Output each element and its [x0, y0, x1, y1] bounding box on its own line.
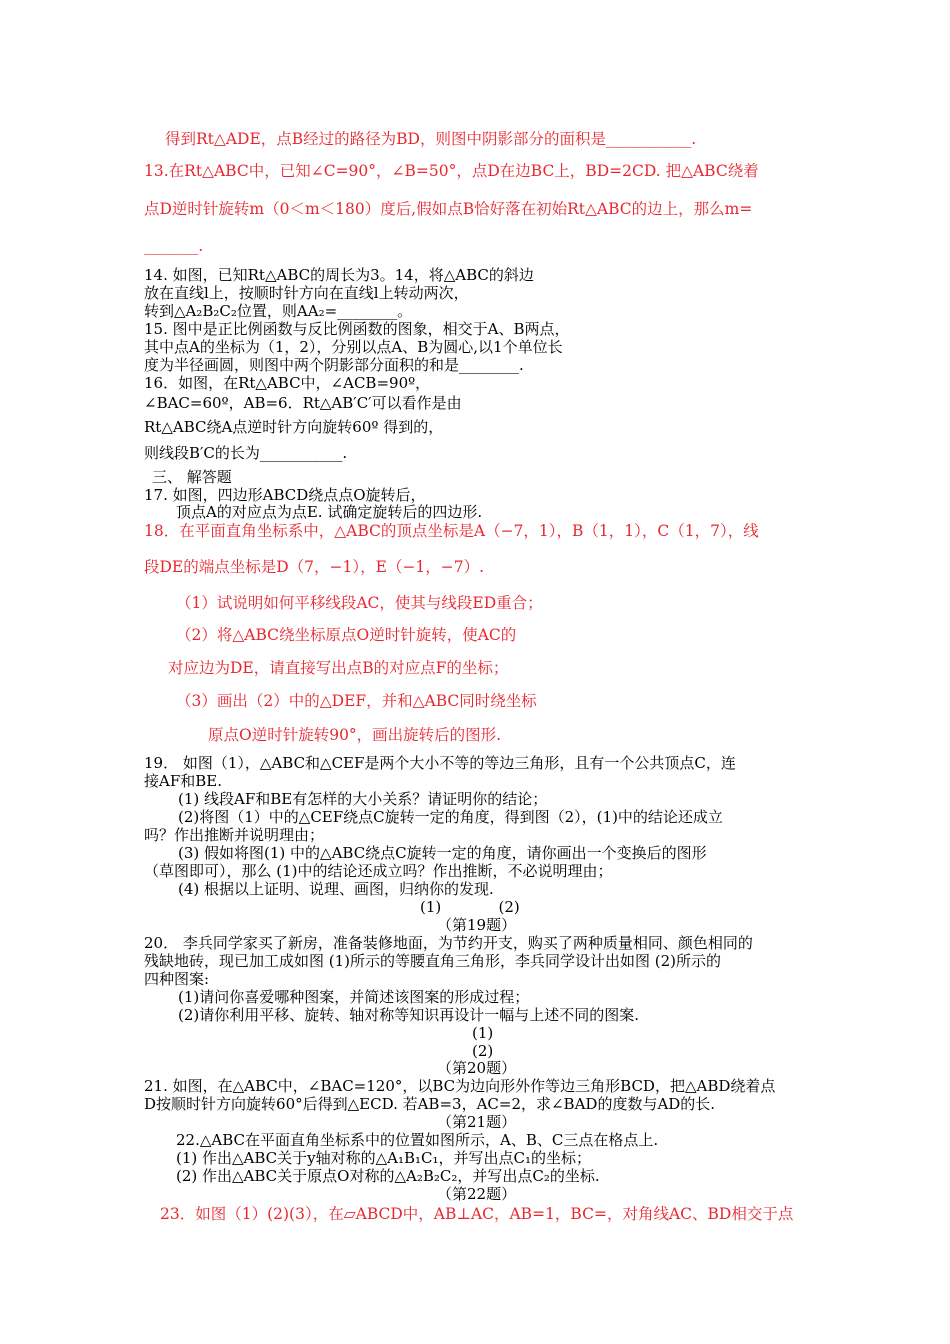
question-18-line: （3）画出（2）中的△DEF，并和△ABC同时绕坐标: [176, 692, 537, 710]
figure-caption: （第21题）: [437, 1113, 517, 1131]
question-20-line: 四种图案:: [144, 970, 210, 988]
question-18-line: 18．在平面直角坐标系中，△ABC的顶点坐标是A（−7，1），B（1，1），C（1，7），线: [144, 522, 759, 540]
question-17-line: 17. 如图，四边形ABCD绕点点O旋转后，: [144, 486, 426, 504]
figure-caption: (1): [472, 1024, 494, 1042]
question-19-line: (3) 假如将图(1) 中的△ABC绕点C旋转一定的角度，请你画出一个变换后的图形: [178, 844, 707, 862]
question-15-line: 其中点A的坐标为（1，2），分别以点A、B为圆心,以1个单位长: [144, 338, 563, 356]
question-16-line: Rt△ABC绕A点逆时针方向旋转60º 得到的，: [144, 418, 444, 436]
question-20-line: 20． 李兵同学家买了新房，准备装修地面，为节约开支，购买了两种质量相同、颜色相同的: [144, 934, 753, 952]
question-21-line: D按顺时针方向旋转60°后得到△ECD. 若AB=3，AC=2，求∠BAD的度数与AD的长.: [144, 1095, 716, 1113]
question-21-line: 21. 如图，在△ABC中，∠BAC=120°，以BC为边向形外作等边三角形BCD，把△ABD绕着点: [144, 1077, 776, 1095]
question-14-line: 放在直线l上，按顺时针方向在直线l上转动两次，: [144, 284, 469, 302]
question-19-line: 接AF和BE.: [144, 772, 222, 790]
question-13-line: 点D逆时针旋转m（0＜m＜180）度后,假如点B恰好落在初始Rt△ABC的边上，那么m=: [144, 200, 753, 218]
question-19-line: 19． 如图（1），△ABC和△CEF是两个大小不等的等边三角形，且有一个公共顶点C，连: [144, 754, 736, 772]
figure-caption: （第22题）: [437, 1185, 517, 1203]
question-18-line: 原点O逆时针旋转90°，画出旋转后的图形.: [208, 726, 502, 744]
question-22-line: 22.△ABC在平面直角坐标系中的位置如图所示，A、B、C三点在格点上.: [176, 1131, 659, 1149]
question-22-line: (1) 作出△ABC关于y轴对称的△A₁B₁C₁，并写出点C₁的坐标；: [176, 1149, 592, 1167]
figure-caption: （第20题）: [437, 1059, 517, 1077]
question-16-line: 16．如图，在Rt△ABC中，∠ACB=90º，: [144, 374, 431, 392]
question-19-line: (1) 线段AF和BE有怎样的大小关系？请证明你的结论；: [178, 790, 548, 808]
question-15-line: 15. 图中是正比例函数与反比例函数的图象，相交于A、B两点，: [144, 320, 570, 338]
question-13-line: _______.: [144, 237, 204, 255]
text-line: 得到Rt△ADE，点B经过的路径为BD，则图中阴影部分的面积是___________.: [165, 130, 697, 148]
question-13-line: 13.在Rt△ABC中，已知∠C=90°，∠B=50°，点D在边BC上，BD=2CD. 把△ABC绕着: [144, 162, 759, 180]
question-15-line: 度为半径画圆，则图中两个阴影部分面积的和是________.: [144, 356, 524, 374]
question-23-line: 23．如图（1）(2)(3），在▱ABCD中，AB⊥AC，AB=1，BC=，对角线AC、BD相交于点: [160, 1205, 794, 1223]
question-20-line: (2)请你利用平移、旋转、轴对称等知识再设计一幅与上述不同的图案.: [178, 1006, 640, 1024]
question-17-line: 顶点A的对应点为点E. 试确定旋转后的四边形.: [176, 503, 483, 521]
question-19-line: (4) 根据以上证明、说理、画图，归纳你的发现.: [178, 880, 494, 898]
question-19-line: 吗？作出推断并说明理由；: [144, 826, 325, 844]
question-19-line: (2)将图（1）中的△CEF绕点C旋转一定的角度，得到图（2），(1)中的结论还成立: [178, 808, 723, 826]
question-19-line: （草图即可），那么 (1)中的结论还成立吗？作出推断，不必说明理由；: [144, 862, 613, 880]
question-18-line: 段DE的端点坐标是D（7，−1），E（−1，−7）.: [144, 558, 485, 576]
question-14-line: 14. 如图，已知Rt△ABC的周长为3。14，将△ABC的斜边: [144, 266, 534, 284]
question-16-line: 则线段B′C的长为___________.: [144, 444, 348, 462]
question-20-line: 残缺地砖，现已加工成如图 (1)所示的等腰直角三角形，李兵同学设计出如图 (2)所示的: [144, 952, 722, 970]
question-18-line: 对应边为DE，请直接写出点B的对应点F的坐标；: [168, 659, 509, 677]
question-14-line: 转到△A₂B₂C₂位置，则AA₂=________。: [144, 302, 413, 320]
figure-caption: （第19题）: [437, 916, 517, 934]
figure-caption: (1) (2): [420, 898, 520, 916]
section-heading: 三、 解答题: [152, 468, 232, 486]
figure-caption: (2): [472, 1042, 494, 1060]
question-20-line: (1)请问你喜爱哪种图案，并简述该图案的形成过程；: [178, 988, 530, 1006]
question-18-line: （1）试说明如何平移线段AC，使其与线段ED重合；: [176, 594, 543, 612]
question-22-line: (2) 作出△ABC关于原点O对称的△A₂B₂C₂，并写出点C₂的坐标.: [176, 1167, 600, 1185]
question-18-line: （2）将△ABC绕坐标原点O逆时针旋转，使AC的: [176, 626, 517, 644]
question-16-line: ∠BAC=60º，AB=6．Rt△AB′C′可以看作是由: [144, 394, 462, 412]
